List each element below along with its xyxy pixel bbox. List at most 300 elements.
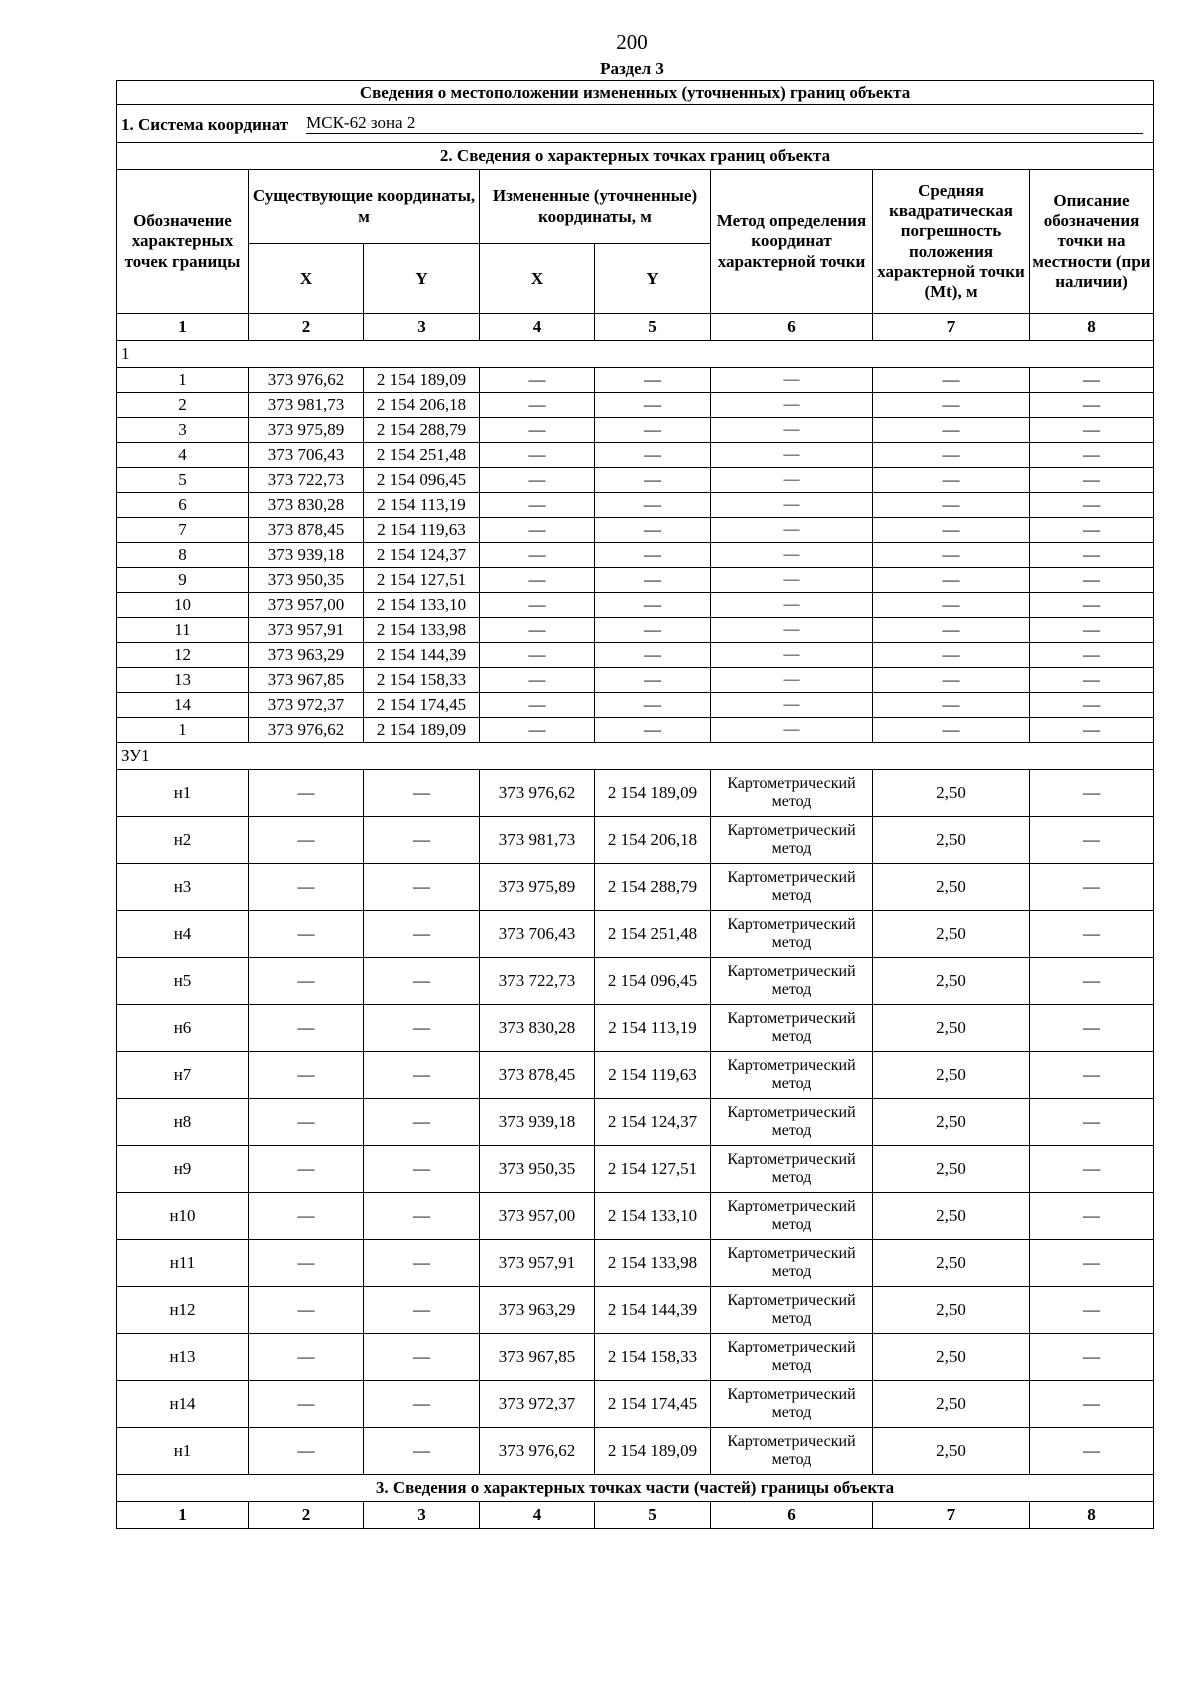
- coord-system-row: [117, 105, 1154, 143]
- coord-system-value: МСК-62 зона 2: [306, 113, 1143, 134]
- existing-x-cell: 373 963,29: [249, 643, 364, 668]
- existing-y-cell: 2 154 144,39: [364, 643, 480, 668]
- existing-x-cell: 373 981,73: [249, 393, 364, 418]
- existing-x-cell: 373 957,00: [249, 593, 364, 618]
- point-number-cell: н12: [117, 1287, 249, 1334]
- column-number: 4: [480, 1502, 595, 1529]
- header-changed-y: Y: [595, 244, 711, 314]
- existing-y-cell: —: [364, 1005, 480, 1052]
- changed-y-cell: —: [595, 643, 711, 668]
- method-cell: Картометрический метод: [711, 1381, 873, 1428]
- existing-y-cell: 2 154 133,98: [364, 618, 480, 643]
- changed-x-cell: —: [480, 643, 595, 668]
- changed-x-cell: —: [480, 593, 595, 618]
- error-cell: 2,50: [873, 1287, 1030, 1334]
- changed-y-cell: 2 154 174,45: [595, 1381, 711, 1428]
- table-row: [117, 770, 1154, 817]
- changed-y-cell: —: [595, 618, 711, 643]
- error-cell: —: [873, 668, 1030, 693]
- changed-x-cell: 373 830,28: [480, 1005, 595, 1052]
- existing-x-cell: 373 957,91: [249, 618, 364, 643]
- error-cell: 2,50: [873, 1240, 1030, 1287]
- description-cell: —: [1030, 1287, 1154, 1334]
- changed-y-cell: 2 154 144,39: [595, 1287, 711, 1334]
- point-number-cell: 2: [117, 393, 249, 418]
- table-row: [117, 618, 1154, 643]
- table-title: Сведения о местоположении измененных (уточненных) границ объекта: [117, 81, 1154, 105]
- table-row: [117, 668, 1154, 693]
- changed-y-cell: 2 154 189,09: [595, 770, 711, 817]
- table-row: [117, 1428, 1154, 1475]
- table-title-row: [117, 81, 1154, 105]
- table-row: [117, 1334, 1154, 1381]
- column-number: 1: [117, 314, 249, 341]
- error-cell: 2,50: [873, 1381, 1030, 1428]
- existing-y-cell: 2 154 158,33: [364, 668, 480, 693]
- point-number-cell: н9: [117, 1146, 249, 1193]
- error-cell: 2,50: [873, 1334, 1030, 1381]
- table-row: [117, 593, 1154, 618]
- existing-y-cell: —: [364, 817, 480, 864]
- description-cell: —: [1030, 443, 1154, 468]
- table-row: [117, 693, 1154, 718]
- existing-y-cell: —: [364, 864, 480, 911]
- changed-x-cell: 373 722,73: [480, 958, 595, 1005]
- description-cell: —: [1030, 468, 1154, 493]
- header-changed-x: X: [480, 244, 595, 314]
- changed-x-cell: —: [480, 443, 595, 468]
- existing-x-cell: 373 939,18: [249, 543, 364, 568]
- table-row: [117, 911, 1154, 958]
- error-cell: —: [873, 693, 1030, 718]
- description-cell: —: [1030, 1193, 1154, 1240]
- error-cell: 2,50: [873, 911, 1030, 958]
- error-cell: —: [873, 468, 1030, 493]
- table-row: [117, 1287, 1154, 1334]
- description-cell: —: [1030, 668, 1154, 693]
- changed-x-cell: —: [480, 518, 595, 543]
- section-label: Раздел 3: [600, 59, 664, 78]
- column-number: 2: [249, 314, 364, 341]
- existing-x-cell: —: [249, 911, 364, 958]
- error-cell: —: [873, 393, 1030, 418]
- header-existing-x: X: [249, 244, 364, 314]
- table-row: [117, 864, 1154, 911]
- description-cell: —: [1030, 393, 1154, 418]
- method-cell: Картометрический метод: [711, 1052, 873, 1099]
- header-designation: Обозначение характерных точек границы: [117, 170, 249, 314]
- changed-y-cell: 2 154 096,45: [595, 958, 711, 1005]
- section2-title: 2. Сведения о характерных точках границ объекта: [117, 143, 1154, 170]
- point-number-cell: 10: [117, 593, 249, 618]
- changed-y-cell: 2 154 251,48: [595, 911, 711, 958]
- existing-y-cell: —: [364, 958, 480, 1005]
- existing-y-cell: —: [364, 1146, 480, 1193]
- changed-y-cell: 2 154 288,79: [595, 864, 711, 911]
- header-existing: Существующие координаты, м: [249, 170, 480, 244]
- existing-y-cell: 2 154 096,45: [364, 468, 480, 493]
- point-number-cell: н6: [117, 1005, 249, 1052]
- point-number-cell: 3: [117, 418, 249, 443]
- changed-y-cell: —: [595, 493, 711, 518]
- error-cell: 2,50: [873, 1052, 1030, 1099]
- method-cell: —: [711, 418, 873, 443]
- method-cell: —: [711, 693, 873, 718]
- column-number: 1: [117, 1502, 249, 1529]
- existing-x-cell: —: [249, 958, 364, 1005]
- existing-x-cell: —: [249, 1334, 364, 1381]
- changed-y-cell: —: [595, 568, 711, 593]
- changed-y-cell: —: [595, 443, 711, 468]
- description-cell: —: [1030, 568, 1154, 593]
- coord-system-cell: [117, 105, 1154, 143]
- existing-x-cell: 373 706,43: [249, 443, 364, 468]
- method-cell: —: [711, 643, 873, 668]
- point-number-cell: 8: [117, 543, 249, 568]
- existing-y-cell: —: [364, 770, 480, 817]
- point-number-cell: 1: [117, 368, 249, 393]
- existing-y-cell: —: [364, 1428, 480, 1475]
- existing-x-cell: 373 975,89: [249, 418, 364, 443]
- method-cell: Картометрический метод: [711, 817, 873, 864]
- description-cell: —: [1030, 518, 1154, 543]
- point-number-cell: 13: [117, 668, 249, 693]
- existing-x-cell: —: [249, 1428, 364, 1475]
- existing-x-cell: —: [249, 770, 364, 817]
- changed-x-cell: 373 981,73: [480, 817, 595, 864]
- method-cell: —: [711, 568, 873, 593]
- method-cell: —: [711, 443, 873, 468]
- description-cell: —: [1030, 643, 1154, 668]
- coord-system-label: 1. Система координат: [121, 114, 289, 134]
- point-number-cell: н2: [117, 817, 249, 864]
- existing-y-cell: 2 154 174,45: [364, 693, 480, 718]
- changed-y-cell: 2 154 189,09: [595, 1428, 711, 1475]
- changed-x-cell: —: [480, 393, 595, 418]
- existing-x-cell: 373 722,73: [249, 468, 364, 493]
- header-method: Метод определения координат характерной точки: [711, 170, 873, 314]
- point-number-cell: н5: [117, 958, 249, 1005]
- description-cell: —: [1030, 1146, 1154, 1193]
- method-cell: Картометрический метод: [711, 1428, 873, 1475]
- method-cell: —: [711, 493, 873, 518]
- changed-y-cell: —: [595, 418, 711, 443]
- error-cell: —: [873, 493, 1030, 518]
- table-row: [117, 518, 1154, 543]
- existing-y-cell: 2 154 206,18: [364, 393, 480, 418]
- description-cell: —: [1030, 1005, 1154, 1052]
- table-row: [117, 368, 1154, 393]
- changed-x-cell: 373 950,35: [480, 1146, 595, 1193]
- description-cell: —: [1030, 1381, 1154, 1428]
- existing-y-cell: —: [364, 911, 480, 958]
- section3-title: 3. Сведения о характерных точках части (частей) границы объекта: [117, 1475, 1154, 1502]
- point-number-cell: н7: [117, 1052, 249, 1099]
- error-cell: 2,50: [873, 1099, 1030, 1146]
- existing-x-cell: —: [249, 1381, 364, 1428]
- table-row: [117, 1240, 1154, 1287]
- error-cell: 2,50: [873, 1193, 1030, 1240]
- point-number-cell: 9: [117, 568, 249, 593]
- column-numbers-row-2: [117, 1502, 1154, 1529]
- error-cell: —: [873, 443, 1030, 468]
- changed-x-cell: 373 957,00: [480, 1193, 595, 1240]
- point-number-cell: н4: [117, 911, 249, 958]
- changed-x-cell: 373 976,62: [480, 770, 595, 817]
- changed-x-cell: —: [480, 693, 595, 718]
- table-row: [117, 1146, 1154, 1193]
- method-cell: —: [711, 518, 873, 543]
- table-row: [117, 393, 1154, 418]
- point-number-cell: 14: [117, 693, 249, 718]
- point-number-cell: 5: [117, 468, 249, 493]
- description-cell: —: [1030, 543, 1154, 568]
- changed-y-cell: —: [595, 393, 711, 418]
- existing-y-cell: —: [364, 1381, 480, 1428]
- method-cell: —: [711, 393, 873, 418]
- existing-x-cell: —: [249, 1240, 364, 1287]
- table-row: [117, 1005, 1154, 1052]
- existing-x-cell: —: [249, 1052, 364, 1099]
- description-cell: —: [1030, 1428, 1154, 1475]
- changed-x-cell: —: [480, 718, 595, 743]
- description-cell: —: [1030, 770, 1154, 817]
- description-cell: —: [1030, 618, 1154, 643]
- point-number-cell: н3: [117, 864, 249, 911]
- point-number-cell: 4: [117, 443, 249, 468]
- changed-x-cell: 373 706,43: [480, 911, 595, 958]
- changed-y-cell: 2 154 158,33: [595, 1334, 711, 1381]
- method-cell: Картометрический метод: [711, 1146, 873, 1193]
- existing-x-cell: 373 972,37: [249, 693, 364, 718]
- changed-y-cell: —: [595, 518, 711, 543]
- column-number: 5: [595, 314, 711, 341]
- point-number-cell: н1: [117, 770, 249, 817]
- table-row: [117, 817, 1154, 864]
- column-number: 3: [364, 314, 480, 341]
- existing-y-cell: —: [364, 1052, 480, 1099]
- existing-y-cell: —: [364, 1193, 480, 1240]
- method-cell: Картометрический метод: [711, 1005, 873, 1052]
- changed-y-cell: —: [595, 593, 711, 618]
- changed-x-cell: 373 972,37: [480, 1381, 595, 1428]
- column-number: 8: [1030, 1502, 1154, 1529]
- existing-x-cell: 373 976,62: [249, 368, 364, 393]
- changed-x-cell: —: [480, 543, 595, 568]
- method-cell: —: [711, 368, 873, 393]
- method-cell: Картометрический метод: [711, 1240, 873, 1287]
- existing-y-cell: 2 154 133,10: [364, 593, 480, 618]
- table-row: [117, 493, 1154, 518]
- table-row: [117, 443, 1154, 468]
- existing-x-cell: 373 830,28: [249, 493, 364, 518]
- table-row: [117, 1193, 1154, 1240]
- changed-x-cell: —: [480, 368, 595, 393]
- error-cell: 2,50: [873, 1005, 1030, 1052]
- group1-row: [117, 341, 1154, 368]
- description-cell: —: [1030, 1334, 1154, 1381]
- table-row: [117, 958, 1154, 1005]
- method-cell: —: [711, 618, 873, 643]
- table-row: [117, 418, 1154, 443]
- header-error: Средняя квадратическая погрешность положения характерной точки (Mt), м: [873, 170, 1030, 314]
- changed-y-cell: —: [595, 368, 711, 393]
- error-cell: 2,50: [873, 864, 1030, 911]
- description-cell: —: [1030, 864, 1154, 911]
- changed-x-cell: 373 963,29: [480, 1287, 595, 1334]
- point-number-cell: н8: [117, 1099, 249, 1146]
- point-number-cell: 11: [117, 618, 249, 643]
- changed-y-cell: —: [595, 718, 711, 743]
- page-number: 200: [616, 30, 648, 54]
- existing-y-cell: 2 154 189,09: [364, 368, 480, 393]
- description-cell: —: [1030, 911, 1154, 958]
- existing-x-cell: 373 976,62: [249, 718, 364, 743]
- method-cell: Картометрический метод: [711, 958, 873, 1005]
- description-cell: —: [1030, 817, 1154, 864]
- changed-y-cell: 2 154 133,10: [595, 1193, 711, 1240]
- changed-y-cell: —: [595, 668, 711, 693]
- column-number: 8: [1030, 314, 1154, 341]
- column-number: 6: [711, 314, 873, 341]
- error-cell: —: [873, 368, 1030, 393]
- header-changed: Измененные (уточненные) координаты, м: [480, 170, 711, 244]
- error-cell: —: [873, 543, 1030, 568]
- table-row: [117, 1381, 1154, 1428]
- changed-x-cell: 373 967,85: [480, 1334, 595, 1381]
- method-cell: —: [711, 468, 873, 493]
- description-cell: —: [1030, 1052, 1154, 1099]
- existing-y-cell: —: [364, 1240, 480, 1287]
- table-row: [117, 1052, 1154, 1099]
- changed-x-cell: —: [480, 668, 595, 693]
- column-number: 3: [364, 1502, 480, 1529]
- error-cell: 2,50: [873, 770, 1030, 817]
- header-row-1: [117, 170, 1154, 244]
- existing-x-cell: 373 950,35: [249, 568, 364, 593]
- point-number-cell: 1: [117, 718, 249, 743]
- changed-y-cell: —: [595, 543, 711, 568]
- group2-label: ЗУ1: [117, 743, 1154, 770]
- column-number: 4: [480, 314, 595, 341]
- point-number-cell: 6: [117, 493, 249, 518]
- existing-y-cell: 2 154 119,63: [364, 518, 480, 543]
- column-number: 5: [595, 1502, 711, 1529]
- method-cell: Картометрический метод: [711, 770, 873, 817]
- description-cell: —: [1030, 368, 1154, 393]
- existing-x-cell: —: [249, 1005, 364, 1052]
- changed-x-cell: 373 975,89: [480, 864, 595, 911]
- existing-x-cell: 373 878,45: [249, 518, 364, 543]
- error-cell: —: [873, 643, 1030, 668]
- table-row: [117, 1099, 1154, 1146]
- existing-y-cell: 2 154 251,48: [364, 443, 480, 468]
- changed-x-cell: —: [480, 568, 595, 593]
- method-cell: Картометрический метод: [711, 1099, 873, 1146]
- description-cell: —: [1030, 593, 1154, 618]
- method-cell: —: [711, 668, 873, 693]
- header-existing-y: Y: [364, 244, 480, 314]
- error-cell: 2,50: [873, 817, 1030, 864]
- error-cell: 2,50: [873, 1146, 1030, 1193]
- changed-x-cell: —: [480, 618, 595, 643]
- changed-y-cell: 2 154 113,19: [595, 1005, 711, 1052]
- error-cell: 2,50: [873, 1428, 1030, 1475]
- changed-y-cell: 2 154 206,18: [595, 817, 711, 864]
- existing-x-cell: 373 967,85: [249, 668, 364, 693]
- error-cell: —: [873, 718, 1030, 743]
- column-number: 7: [873, 314, 1030, 341]
- changed-y-cell: 2 154 127,51: [595, 1146, 711, 1193]
- changed-x-cell: 373 976,62: [480, 1428, 595, 1475]
- error-cell: —: [873, 618, 1030, 643]
- table-row: [117, 718, 1154, 743]
- point-number-cell: н10: [117, 1193, 249, 1240]
- changed-x-cell: —: [480, 493, 595, 518]
- changed-x-cell: —: [480, 418, 595, 443]
- point-number-cell: н1: [117, 1428, 249, 1475]
- description-cell: —: [1030, 1099, 1154, 1146]
- description-cell: —: [1030, 418, 1154, 443]
- changed-x-cell: 373 957,91: [480, 1240, 595, 1287]
- error-cell: 2,50: [873, 958, 1030, 1005]
- method-cell: Картометрический метод: [711, 864, 873, 911]
- existing-x-cell: —: [249, 864, 364, 911]
- error-cell: —: [873, 568, 1030, 593]
- existing-y-cell: 2 154 113,19: [364, 493, 480, 518]
- description-cell: —: [1030, 958, 1154, 1005]
- method-cell: —: [711, 593, 873, 618]
- method-cell: —: [711, 543, 873, 568]
- group1-label: 1: [117, 341, 1154, 368]
- existing-x-cell: —: [249, 1146, 364, 1193]
- section3-row: [117, 1475, 1154, 1502]
- existing-x-cell: —: [249, 1099, 364, 1146]
- point-number-cell: н13: [117, 1334, 249, 1381]
- changed-y-cell: 2 154 133,98: [595, 1240, 711, 1287]
- table-row: [117, 543, 1154, 568]
- description-cell: —: [1030, 718, 1154, 743]
- existing-y-cell: 2 154 127,51: [364, 568, 480, 593]
- point-number-cell: н14: [117, 1381, 249, 1428]
- changed-x-cell: 373 878,45: [480, 1052, 595, 1099]
- existing-y-cell: 2 154 124,37: [364, 543, 480, 568]
- table-row: [117, 643, 1154, 668]
- description-cell: —: [1030, 493, 1154, 518]
- method-cell: Картометрический метод: [711, 1193, 873, 1240]
- header-description: Описание обозначения точки на местности (при наличии): [1030, 170, 1154, 314]
- error-cell: —: [873, 593, 1030, 618]
- description-cell: —: [1030, 693, 1154, 718]
- column-number: 2: [249, 1502, 364, 1529]
- point-number-cell: н11: [117, 1240, 249, 1287]
- existing-y-cell: 2 154 288,79: [364, 418, 480, 443]
- changed-x-cell: —: [480, 468, 595, 493]
- point-number-cell: 7: [117, 518, 249, 543]
- existing-x-cell: —: [249, 817, 364, 864]
- column-number: 7: [873, 1502, 1030, 1529]
- existing-y-cell: —: [364, 1334, 480, 1381]
- method-cell: Картометрический метод: [711, 1287, 873, 1334]
- method-cell: Картометрический метод: [711, 1334, 873, 1381]
- changed-y-cell: 2 154 119,63: [595, 1052, 711, 1099]
- section2-row: [117, 143, 1154, 170]
- changed-x-cell: 373 939,18: [480, 1099, 595, 1146]
- error-cell: —: [873, 418, 1030, 443]
- table-row: [117, 468, 1154, 493]
- description-cell: —: [1030, 1240, 1154, 1287]
- table-row: [117, 568, 1154, 593]
